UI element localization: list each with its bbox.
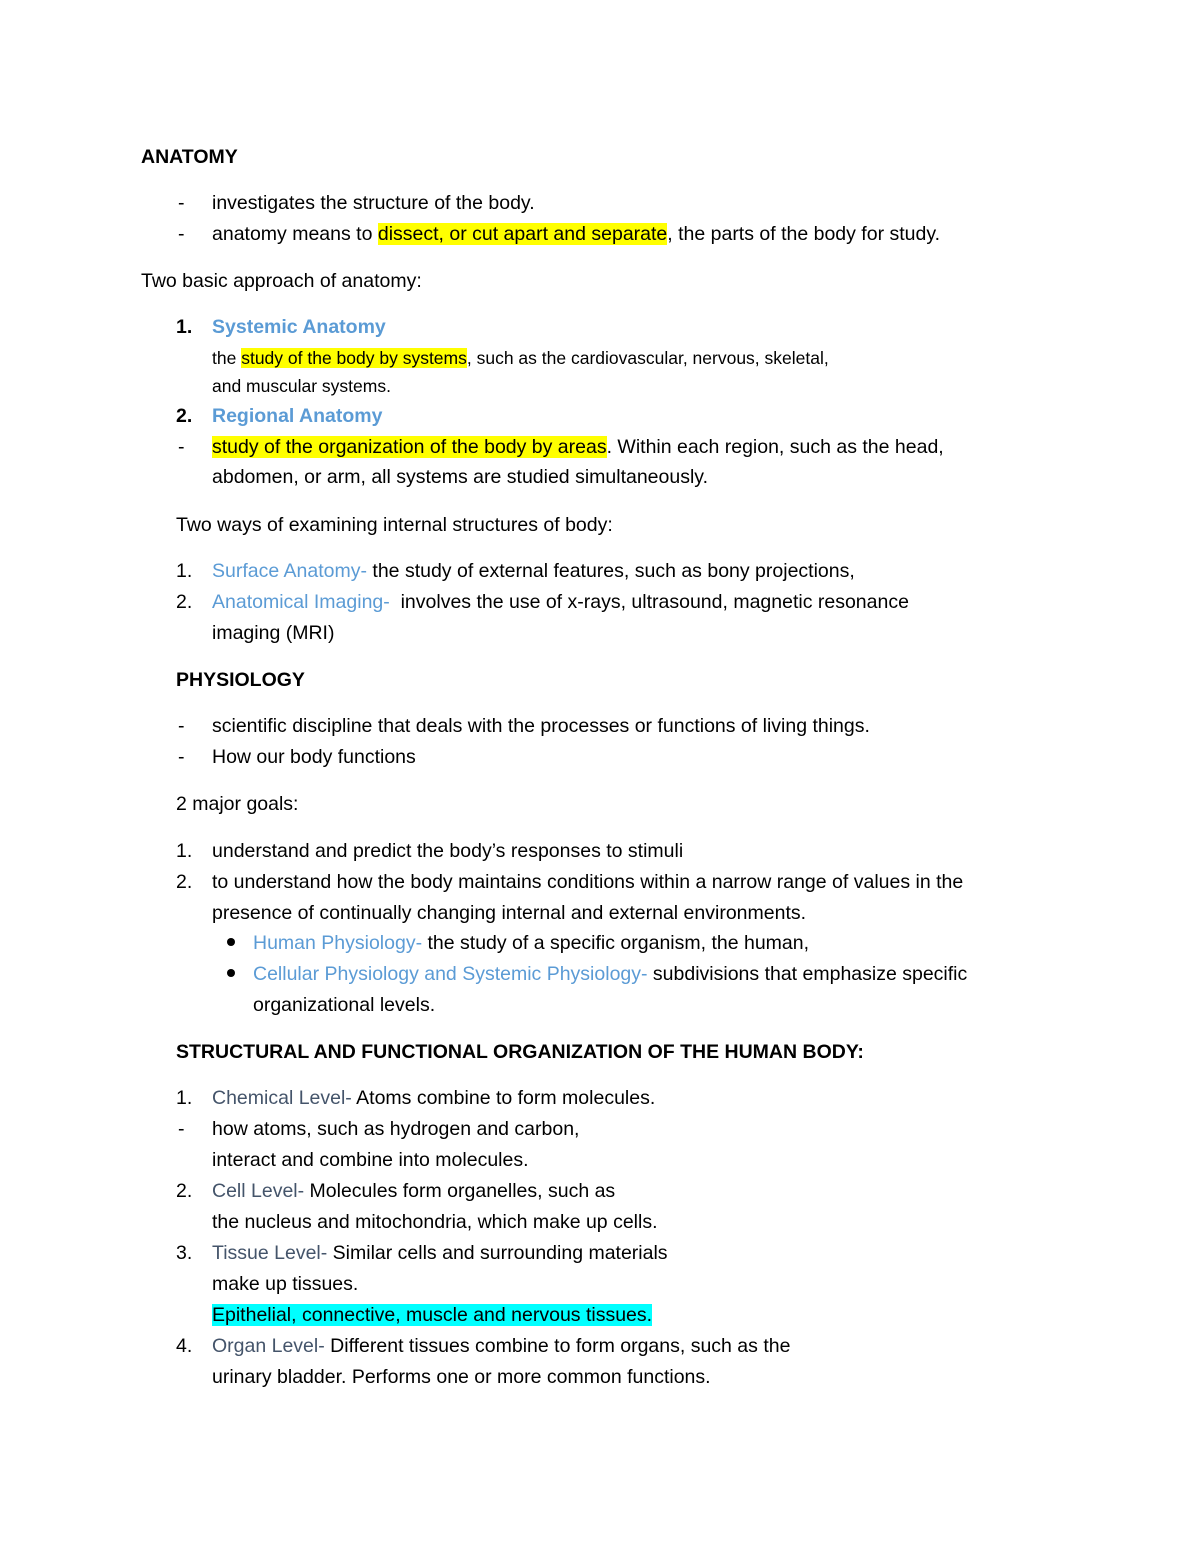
dash-marker: - [178, 1118, 185, 1140]
anatomical-imaging-title: Anatomical Imaging- [212, 591, 390, 613]
goal-1: understand and predict the body’s responses to stimuli [212, 840, 684, 862]
anatomy-bullet-2: anatomy means to dissect, or cut apart and separate, the parts of the body for study. [212, 223, 941, 245]
list-number: 1. [176, 1087, 193, 1109]
list-number: 1. [176, 316, 193, 338]
list-number: 1. [176, 560, 193, 582]
bullet-dot [227, 969, 235, 977]
human-physiology-title: Human Physiology- [253, 932, 423, 954]
highlight-areas: study of the organization of the body by areas [212, 436, 607, 458]
physiology-bullet-1: scientific discipline that deals with the processes or functions of living things. [212, 715, 870, 737]
list-number: 2. [176, 591, 193, 613]
list-number: 3. [176, 1242, 193, 1264]
cell-level-line2: the nucleus and mitochondria, which make up cells. [212, 1211, 658, 1233]
list-number: 2. [176, 871, 193, 893]
cellular-physiology-item: Cellular Physiology and Systemic Physiology- subdivisions that emphasize specific [253, 963, 968, 985]
human-physiology-item: Human Physiology- the study of a specific organism, the human, [253, 932, 810, 954]
chemical-level-item: Chemical Level- Atoms combine to form molecules. [212, 1087, 656, 1109]
cell-level-title: Cell Level- [212, 1180, 305, 1202]
regional-desc-line2: abdomen, or arm, all systems are studied simultaneously. [212, 466, 709, 488]
dash-marker: - [178, 715, 185, 737]
tissue-types-highlight: Epithelial, connective, muscle and nervous tissues. [212, 1304, 653, 1326]
tissue-level-line2: make up tissues. [212, 1273, 359, 1295]
ways-intro: Two ways of examining internal structures of body: [176, 514, 613, 536]
chemical-sub-line1: how atoms, such as hydrogen and carbon, [212, 1118, 580, 1140]
regional-anatomy-title: Regional Anatomy [212, 405, 383, 427]
physiology-heading: PHYSIOLOGY [176, 669, 305, 691]
dash-marker: - [178, 436, 185, 458]
dash-marker: - [178, 746, 185, 768]
anatomical-imaging-line2: imaging (MRI) [212, 622, 335, 644]
list-number: 2. [176, 405, 193, 427]
approach-intro: Two basic approach of anatomy: [141, 270, 422, 292]
goals-intro: 2 major goals: [176, 793, 299, 815]
systemic-anatomy-title: Systemic Anatomy [212, 316, 386, 338]
surface-anatomy-item: Surface Anatomy- the study of external features, such as bony projections, [212, 560, 855, 582]
organ-level-item: Organ Level- Different tissues combine to form organs, such as the [212, 1335, 791, 1357]
organization-heading: STRUCTURAL AND FUNCTIONAL ORGANIZATION OF THE HUMAN BODY: [176, 1041, 864, 1063]
anatomical-imaging-item: Anatomical Imaging- involves the use of x-rays, ultrasound, magnetic resonance [212, 591, 909, 613]
dash-marker: - [178, 192, 185, 214]
chemical-level-title: Chemical Level- [212, 1087, 352, 1109]
cellular-physiology-line2: organizational levels. [253, 994, 436, 1016]
cell-level-item: Cell Level- Molecules form organelles, such as [212, 1180, 616, 1202]
physiology-bullet-2: How our body functions [212, 746, 416, 768]
regional-desc-line1: study of the organization of the body by areas. Within each region, such as the head, [212, 436, 944, 458]
systemic-desc-line2: and muscular systems. [212, 376, 391, 396]
tissue-level-title: Tissue Level- [212, 1242, 328, 1264]
tissue-level-item: Tissue Level- Similar cells and surrounding materials [212, 1242, 668, 1264]
organ-level-title: Organ Level- [212, 1335, 325, 1357]
highlight-dissect: dissect, or cut apart and separate [377, 223, 668, 245]
anatomy-bullet-1: investigates the structure of the body. [212, 192, 535, 214]
goal-2-line2: presence of continually changing internal and external environments. [212, 902, 807, 924]
dash-marker: - [178, 223, 185, 245]
bullet-dot [227, 938, 235, 946]
highlight-systems: study of the body by systems [241, 348, 467, 368]
chemical-sub-line2: interact and combine into molecules. [212, 1149, 529, 1171]
surface-anatomy-title: Surface Anatomy- [212, 560, 367, 582]
list-number: 4. [176, 1335, 193, 1357]
systemic-desc-line1: the study of the body by systems, such as the cardiovascular, nervous, skeletal, [212, 348, 829, 368]
list-number: 2. [176, 1180, 193, 1202]
cellular-physiology-title: Cellular Physiology and Systemic Physiology- [253, 963, 648, 985]
anatomy-heading: ANATOMY [141, 146, 238, 168]
list-number: 1. [176, 840, 193, 862]
organ-level-line2: urinary bladder. Performs one or more common functions. [212, 1366, 711, 1388]
goal-2-line1: to understand how the body maintains conditions within a narrow range of values in the [212, 871, 964, 893]
